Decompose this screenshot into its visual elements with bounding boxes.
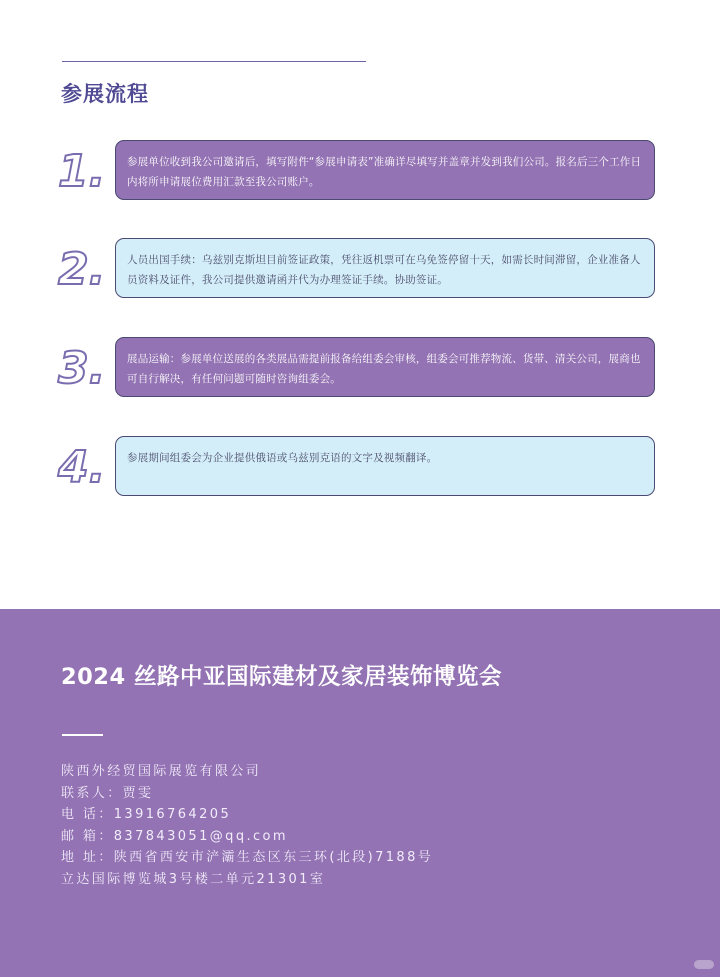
step-number: 3. [58,343,106,394]
address-line-2: 立达国际博览城3号楼二单元21301室 [61,871,326,887]
step-text-box: 人员出国手续：乌兹别克斯坦目前签证政策，凭往返机票可在乌免签停留十天，如需长时间滞留，企业准备人员资料及证件，我公司提供邀请函并代为办理签证手续。协助签证。 [115,238,655,298]
step-number: 2. [58,244,106,295]
step-text-box: 展品运输：参展单位送展的各类展品需提前报备给组委会审核，组委会可推荐物流、货带、清关公司，展商也可自行解决，有任何问题可随时咨询组委会。 [115,337,655,397]
step-number: 4. [58,442,106,493]
step-text-box: 参展单位收到我公司邀请后，填写附件“参展申请表”准确详尽填写并盖章并发到我们公司。报名后三个工作日内将所申请展位费用汇款至我公司账户。 [115,140,655,200]
step-1 [0,140,720,204]
company-name: 陕西外经贸国际展览有限公司 [61,764,262,779]
expo-title: 2024 丝路中亚国际建材及家居装饰博览会 [61,664,502,690]
footer-panel [0,609,720,977]
watermark-icon [694,960,714,969]
section-title: 参展流程 [61,82,149,106]
footer-divider [62,734,103,736]
phone-number: 电 话：13916764205 [61,807,232,822]
address-line-1: 地 址：陕西省西安市浐灞生态区东三环(北段)7188号 [61,850,434,865]
contact-person: 联系人：贾雯 [61,785,154,801]
email-address: 邮 箱：837843051@qq.com [61,828,288,844]
step-number: 1. [58,146,106,197]
step-4 [0,436,720,500]
step-2 [0,238,720,302]
top-divider [62,61,366,62]
step-text-box: 参展期间组委会为企业提供俄语或乌兹别克语的文字及视频翻译。 [115,436,655,496]
step-3 [0,337,720,401]
contact-block [61,761,433,890]
